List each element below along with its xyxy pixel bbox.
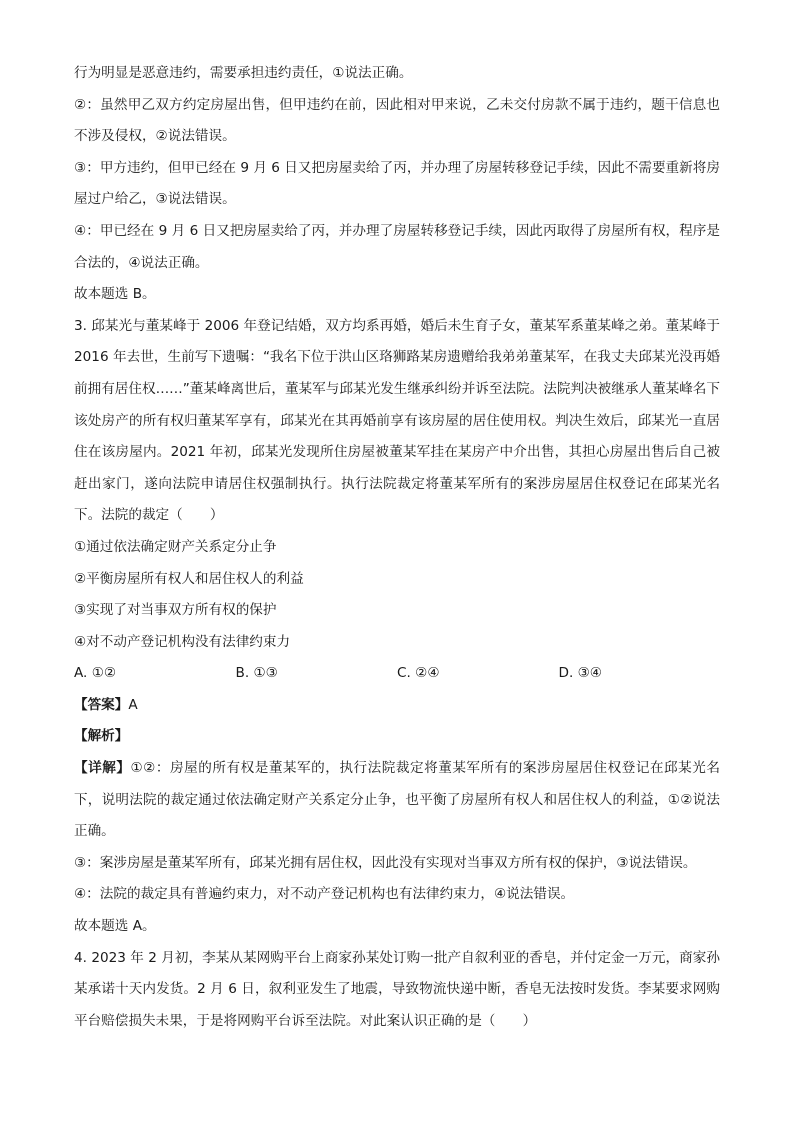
q3-statement-1: ①通过依法确定财产关系定分止争: [74, 538, 277, 555]
q3-answer: [74, 690, 720, 722]
q2-analysis-line: 行为明显是恶意违约，需要承担违约责任，①说法正确。: [74, 65, 413, 81]
q2-analysis-item-2: ②：虽然甲乙双方约定房屋出售，但甲违约在前，因此相对甲来说，乙未交付房款不属于违约，题干信息也不涉及侵权，②说法错误。: [74, 96, 720, 145]
q3-option-c: C. ②④: [397, 665, 440, 682]
q3-statement-3: ③实现了对当事双方所有权的保护: [74, 602, 277, 619]
q2-analysis-item-3: ③：甲方违约，但甲已经在 9 月 6 日又把房屋卖给了丙，并办理了房屋转移登记手续，因此不需要重新将房屋过户给乙，③说法错误。: [74, 159, 720, 208]
q3-conclusion: 故本题选 A。: [74, 918, 156, 935]
answer-value: A: [128, 696, 138, 713]
q4-stem: 4. 2023 年 2 月初，李某从某网购平台上商家孙某处订购一批产自叙利亚的香皂，并付定金一万元，商家孙某承诺十天内发货。2 月 6 日，叙利亚发生了地震，导致物流快递中断，香皂无法按时发货。李某要求网购平台赔偿损失未果，于是将网购平台诉至法院。对此案认识正确的是（ ）: [74, 949, 720, 1029]
q3-option-d: D. ③④: [558, 665, 602, 682]
q3-stem: 3. 邱某光与董某峰于 2006 年登记结婚，双方均系再婚，婚后未生育子女，董某军系董某峰之弟。董某峰于 2016 年去世，生前写下遗嘱：“我名下位于洪山区珞狮路某房遗赠给我弟弟董某军，在我丈夫邱某光没再婚前拥有居住权……”董某峰离世后，董某军与邱某光发生继承纠纷并诉至法院。法院判决被继承人董某峰名下该处房产的所有权归董某军享有，邱某光在其再婚前享有该房屋的居住使用权。判决生效后，邱某光一直居住在该房屋内。2021 年初，邱某光发现所住房屋被董某军挂在某房产中介出售，其担心房屋出售后自己被赶出家门，遂向法院申请居住权强制执行。执行法院裁定将董某军所有的案涉房屋居住权登记在邱某光名下。法院的裁定（ ）: [74, 317, 720, 524]
q3-statement-4: ④对不动产登记机构没有法律约束力: [74, 633, 291, 650]
q3-statement-2: ②平衡房屋所有权人和居住权人的利益: [74, 570, 304, 587]
q3-options: [74, 658, 720, 690]
q2-analysis-item-4: ④：甲已经在 9 月 6 日又把房屋卖给了丙，并办理了房屋转移登记手续，因此丙取得了房屋所有权，程序是合法的，④说法正确。: [74, 222, 720, 271]
q3-detail-2: ③：案涉房屋是董某军所有，邱某光拥有居住权，因此没有实现对当事双方所有权的保护，③说法错误。: [74, 854, 697, 871]
q3-option-b: B. ①③: [235, 665, 278, 682]
q2-conclusion: 故本题选 B。: [74, 286, 156, 303]
detail-text-1: ①②：房屋的所有权是董某军的，执行法院裁定将董某军所有的案涉房屋居住权登记在邱某光名下，说明法院的裁定通过依法确定财产关系定分止争，也平衡了房屋所有权人和居住权人的利益，①②说法正确。: [74, 760, 720, 840]
document-body: [74, 58, 720, 1037]
answer-label: 【答案】: [74, 696, 129, 713]
q3-option-a: A. ①②: [74, 665, 117, 682]
detail-label: 【详解】: [74, 760, 131, 777]
q3-detail-1: [74, 753, 720, 848]
q3-detail-3: ④：法院的裁定具有普遍约束力，对不动产登记机构也有法律约束力，④说法错误。: [74, 886, 575, 903]
analysis-label: 【解析】: [74, 728, 129, 745]
